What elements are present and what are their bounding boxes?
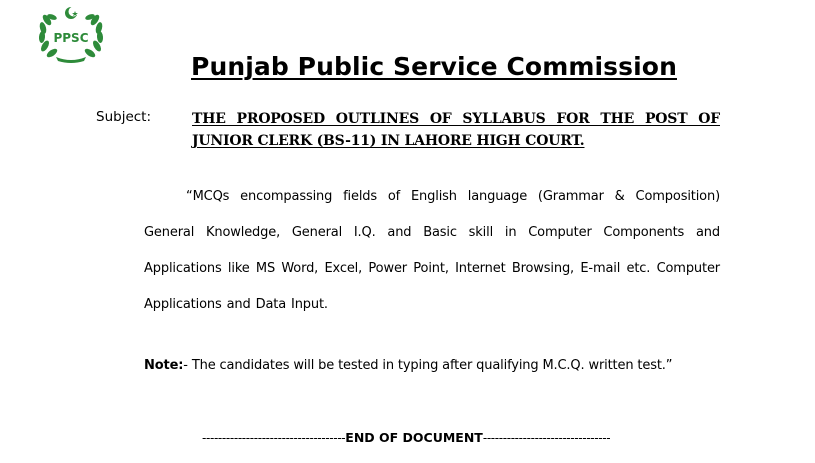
syllabus-paragraph: “MCQs encompassing fields of English language (Grammar & Composition) General Knowledge, General I.Q. and Basic skill in Computer Components and Applications like MS Word, Excel, Power Point, Internet Browsing, E-mail etc. Computer Applications and Data Input. bbox=[144, 189, 720, 312]
note-line bbox=[144, 358, 744, 373]
subject-label: Subject: bbox=[96, 109, 152, 125]
dashes-right: -------------------------------- bbox=[482, 431, 611, 445]
dashes-left: ------------------------------------ bbox=[202, 431, 346, 445]
end-of-document-text: END OF DOCUMENT bbox=[345, 430, 483, 445]
ppsc-logo-text: PPSC bbox=[53, 31, 89, 45]
end-of-document-line bbox=[202, 430, 722, 445]
subject-text: THE PROPOSED OUTLINES OF SYLLABUS FOR THE POST OF JUNIOR CLERK (BS-11) IN LAHORE HIGH COURT. bbox=[192, 111, 720, 149]
organization-title: Punjab Public Service Commission bbox=[191, 52, 677, 81]
note-text: - The candidates will be tested in typing after qualifying M.C.Q. written test.” bbox=[183, 358, 673, 373]
note-label: Note: bbox=[144, 358, 184, 373]
